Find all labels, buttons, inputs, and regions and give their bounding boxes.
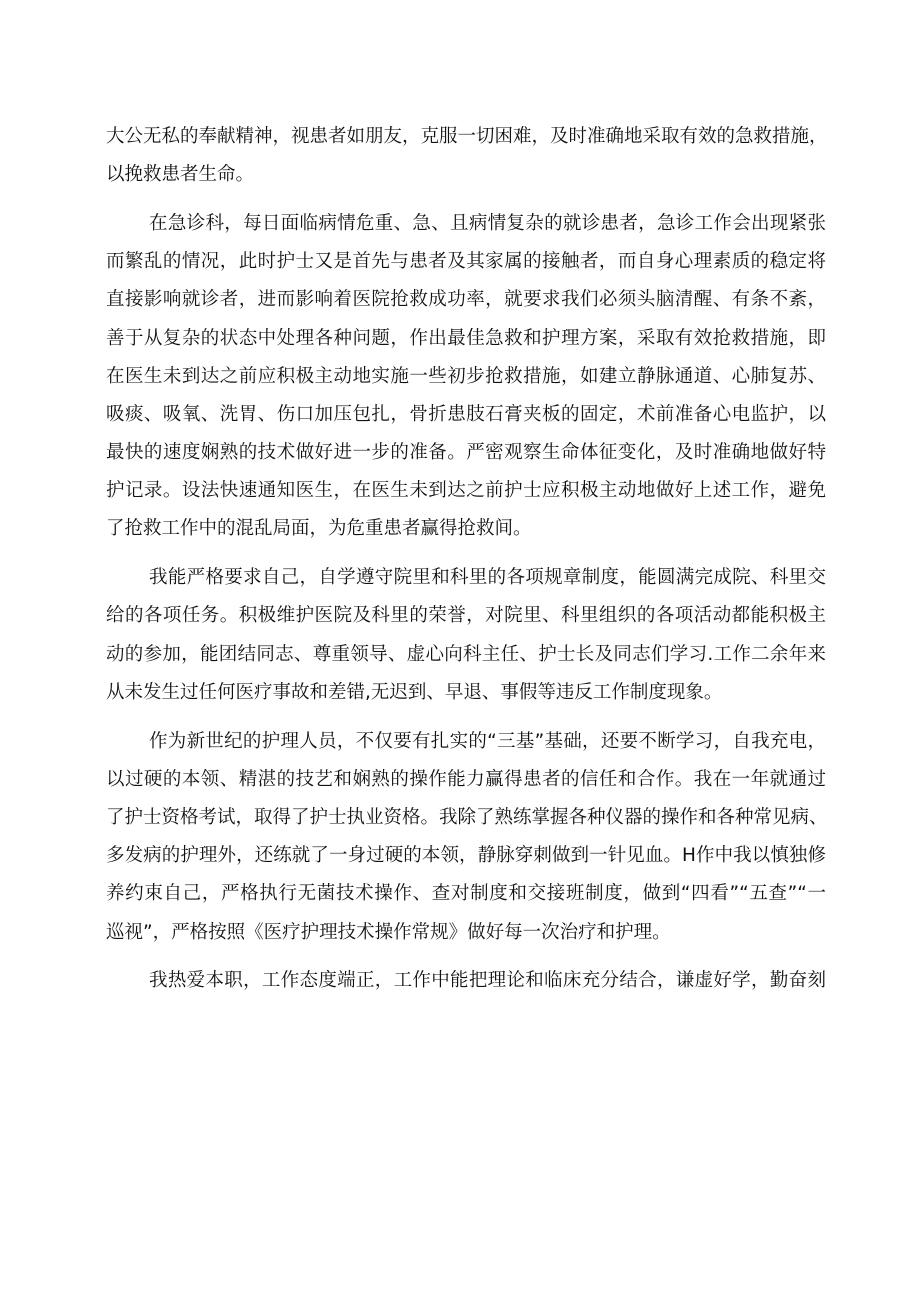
text-line: 最快的速度娴熟的技术做好进一步的准备。严密观察生命体征变化，及时准确地做好特 — [106, 442, 826, 464]
paragraph-2 — [106, 205, 826, 549]
text-line: 巡视”，严格按照《医疗护理技术操作常规》做好每一次治疗和护理。 — [106, 921, 671, 943]
text-line: 多发病的护理外，还练就了一身过硬的本领，静脉穿刺做到一针见血。H作中我以慎独修 — [106, 845, 826, 867]
document-body — [106, 118, 826, 1011]
text-line: 我能严格要求自己，自学遵守院里和科里的各项规章制度，能圆满完成院、科里交 — [149, 567, 826, 589]
text-line: 吸痰、吸氧、洗胃、伤口加压包扎，骨折患肢石膏夹板的固定，术前准备心电监护，以 — [106, 403, 826, 425]
text-line: 养约束自己，严格执行无菌技术操作、查对制度和交接班制度，做到“四看”“五查”“一 — [106, 883, 826, 905]
text-line: 动的参加，能团结同志、尊重领导、虚心向科主任、护士长及同志们学习.工作二余年来 — [106, 643, 826, 665]
text-line: 作为新世纪的护理人员，不仅要有扎实的“三基”基础，还要不断学习，自我充电， — [149, 730, 826, 752]
text-line: 善于从复杂的状态中处理各种问题，作出最佳急救和护理方案，采取有效抢救措施，即 — [106, 327, 826, 349]
text-line: 而繁乱的情况，此时护士又是首先与患者及其家属的接触者，而自身心理素质的稳定将 — [106, 251, 826, 273]
text-line: 在急诊科，每日面临病情危重、急、且病情复杂的就诊患者，急诊工作会出现紧张 — [149, 212, 826, 234]
text-line: 了护士资格考试，取得了护士执业资格。我除了熟练掌握各种仪器的操作和各种常见病、 — [106, 806, 828, 828]
text-line: 了抢救工作中的混乱局面，为危重患者赢得抢救间。 — [106, 518, 532, 540]
text-line: 在医生未到达之前应积极主动地实施一些初步抢救措施，如建立静脉通道、心肺复苏、 — [106, 365, 826, 387]
text-line: 给的各项任务。积极维护医院及科里的荣誉，对院里、科里组织的各项活动都能积极主 — [106, 605, 826, 627]
text-line: 直接影响就诊者，进而影响着医院抢救成功率，就要求我们必须头脑清醒、有条不紊， — [106, 289, 826, 311]
paragraph-4 — [106, 723, 826, 952]
text-line: 从未发生过任何医疗事故和差错,无迟到、早退、事假等违反工作制度现象。 — [106, 681, 723, 703]
text-line: 以挽救患者生命。 — [106, 164, 255, 186]
text-line: 大公无私的奉献精神，视患者如朋友，克服一切困难，及时准确地采取有效的急救措施， — [106, 126, 828, 147]
text-line: 我热爱本职，工作态度端正，工作中能把理论和临床充分结合，谦虚好学，勤奋刻 — [149, 970, 826, 992]
text-line: 以过硬的本领、精湛的技艺和娴熟的操作能力赢得患者的信任和合作。我在一年就通过 — [106, 768, 826, 790]
paragraph-3 — [106, 559, 826, 712]
text-line: 护记录。设法快速通知医生，在医生未到达之前护士应积极主动地做好上述工作，避免 — [106, 480, 826, 502]
paragraph-1 — [106, 118, 826, 194]
paragraph-5 — [106, 962, 826, 1000]
